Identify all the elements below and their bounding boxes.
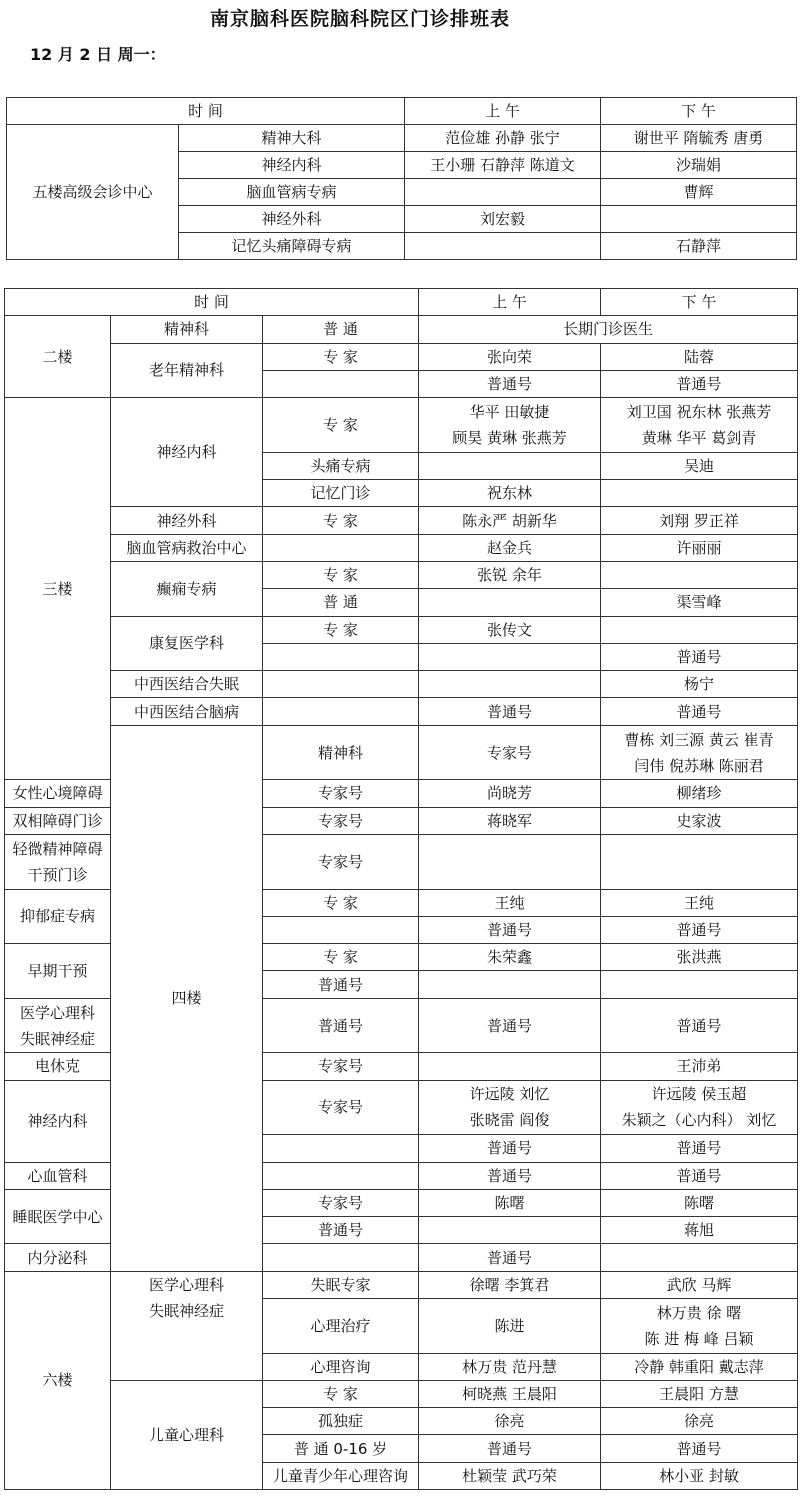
type-cell: 专家号: [263, 834, 419, 889]
pm-cell: 王晨阳 方慧: [601, 1380, 798, 1407]
dept-line: 轻微精神障碍: [12, 839, 103, 858]
pm-line: 林万贵 徐 曙: [656, 1303, 742, 1322]
pm-cell: 普通号: [601, 643, 798, 670]
pm-cell: 林小亚 封敏: [601, 1462, 798, 1489]
pm-cell: 张洪燕: [601, 944, 798, 971]
dept-cell: [5, 834, 111, 889]
am-cell: [419, 1217, 601, 1244]
pm-line: 许远陵 侯玉超: [651, 1085, 747, 1104]
type-cell: 专 家: [263, 889, 419, 916]
schedule-table: [4, 288, 798, 1490]
type-cell: 头痛专病: [263, 452, 419, 479]
am-cell: 杜颖莹 武巧荣: [419, 1462, 601, 1489]
type-cell: 专 家: [263, 561, 419, 588]
type-cell: 普 通 0-16 岁: [263, 1435, 419, 1462]
am-cell: 祝东林: [419, 480, 601, 507]
am-cell: 林万贵 范丹慧: [419, 1353, 601, 1380]
am-cell: 张向荣: [419, 343, 601, 370]
floor-cell: 六楼: [5, 1271, 111, 1489]
am-cell: [419, 834, 601, 889]
pm-cell: 普通号: [601, 998, 798, 1053]
type-cell: [263, 1244, 419, 1271]
am-line: 许远陵 刘忆: [469, 1085, 550, 1104]
pm-cell: 曹辉: [601, 179, 797, 206]
pm-cell: [601, 1244, 798, 1271]
pm-cell: [601, 561, 798, 588]
dept-cell: 中西医结合脑病: [111, 698, 263, 725]
am-cell: [419, 1080, 601, 1135]
pm-cell: [601, 971, 798, 998]
pm-cell: 吴迪: [601, 452, 798, 479]
schedule-date: 12 月 2 日 周一：: [30, 45, 166, 64]
pm-cell: [601, 1298, 798, 1353]
pm-cell: 普通号: [601, 370, 798, 397]
pm-cell: 普通号: [601, 1162, 798, 1189]
type-cell: 专 家: [263, 616, 419, 643]
type-cell: 专家号: [263, 807, 419, 834]
dept-cell: 抑郁症专病: [5, 889, 111, 944]
am-cell: 陈曙: [419, 1189, 601, 1216]
am-cell: 王小珊 石静萍 陈道文: [405, 152, 601, 179]
am-cell: [419, 589, 601, 616]
dept-cell: 早期干预: [5, 944, 111, 999]
am-cell: 王纯: [419, 889, 601, 916]
pm-cell: 陆蓉: [601, 343, 798, 370]
am-cell: [405, 179, 601, 206]
am-cell: 范俭雄 孙静 张宁: [405, 125, 601, 152]
pm-cell: 渠雪峰: [601, 589, 798, 616]
dept-cell: 神经外科: [179, 206, 405, 233]
type-cell: 专 家: [263, 343, 419, 370]
dept-cell: 精神科: [263, 725, 419, 780]
dept-cell: 康复医学科: [111, 616, 263, 671]
type-cell: 专家号: [263, 1053, 419, 1080]
pm-cell: 徐亮: [601, 1408, 798, 1435]
dept-line: 失眠神经症: [148, 1301, 224, 1320]
am-cell: 蒋晓军: [419, 807, 601, 834]
dept-cell: 脑血管病专病: [179, 179, 405, 206]
pm-cell: 刘翔 罗正祥: [601, 507, 798, 534]
type-cell: 记忆门诊: [263, 480, 419, 507]
type-cell: 儿童青少年心理咨询: [263, 1462, 419, 1489]
dept-cell: 女性心境障碍: [5, 780, 111, 807]
pm-cell: [601, 398, 798, 453]
pm-cell: [601, 1080, 798, 1135]
type-cell: 普通号: [263, 1217, 419, 1244]
am-cell: 普通号: [419, 698, 601, 725]
dept-cell: 电休克: [5, 1053, 111, 1080]
am-cell: 张锐 余年: [419, 561, 601, 588]
dept-cell: 神经内科: [179, 152, 405, 179]
type-cell: [263, 1135, 419, 1162]
pm-cell: 杨宁: [601, 671, 798, 698]
dept-cell: 精神科: [111, 316, 263, 343]
pm-cell: 许丽丽: [601, 534, 798, 561]
type-cell: 普通号: [263, 971, 419, 998]
dept-cell: [111, 1271, 263, 1380]
am-cell: 陈永严 胡新华: [419, 507, 601, 534]
type-cell: [263, 698, 419, 725]
am-cell: 刘宏毅: [405, 206, 601, 233]
dept-cell: 神经内科: [111, 398, 263, 507]
dept-line: 失眠神经症: [19, 1029, 95, 1048]
dept-cell: 睡眠医学中心: [5, 1189, 111, 1244]
am-line: 闫伟 倪苏琳 陈丽君: [634, 756, 764, 775]
type-cell: 专家号: [263, 780, 419, 807]
pm-cell: 冷静 韩重阳 戴志萍: [601, 1353, 798, 1380]
type-cell: [263, 916, 419, 943]
type-cell: 专家号: [263, 1080, 419, 1135]
header-pm: 下 午: [601, 98, 797, 125]
dept-cell: 双相障碍门诊: [5, 807, 111, 834]
am-cell: [405, 233, 601, 260]
pm-cell: 王纯: [601, 889, 798, 916]
pm-cell: [601, 616, 798, 643]
header-pm: 下 午: [601, 289, 798, 316]
pm-cell: 普通号: [601, 1435, 798, 1462]
header-time: 时 间: [5, 289, 419, 316]
am-cell: [419, 971, 601, 998]
consultation-table: [6, 97, 797, 260]
am-cell: 陈进: [419, 1298, 601, 1353]
type-cell: [263, 1162, 419, 1189]
type-cell: 专 家: [263, 398, 419, 453]
pm-cell: 王沛弟: [601, 1053, 798, 1080]
dept-line: 医学心理科: [19, 1003, 95, 1022]
dept-line: 医学心理科: [148, 1275, 224, 1294]
am-cell: 徐亮: [419, 1408, 601, 1435]
pm-line: 刘卫国 祝东林 张燕芳: [626, 402, 772, 421]
pm-line: 朱颖之（心内科） 刘忆: [621, 1111, 777, 1130]
am-line: 曹栋 刘三源 黄云 崔青: [624, 730, 774, 749]
type-cell: 专 家: [263, 507, 419, 534]
header-am: 上 午: [419, 289, 601, 316]
type-cell: 普 通: [263, 316, 419, 343]
am-cell: 普通号: [419, 1162, 601, 1189]
pm-cell: 沙瑞娟: [601, 152, 797, 179]
dept-cell: 记忆头痛障碍专病: [179, 233, 405, 260]
dept-cell: 精神大科: [179, 125, 405, 152]
am-cell: [419, 643, 601, 670]
pm-cell: [601, 834, 798, 889]
type-cell: [263, 671, 419, 698]
type-cell: [263, 534, 419, 561]
dept-cell: 老年精神科: [111, 343, 263, 398]
dept-cell: 脑血管病救治中心: [111, 534, 263, 561]
type-cell: 专家号: [419, 725, 601, 780]
dept-line: 干预门诊: [27, 865, 88, 884]
am-line: 华平 田敏捷: [469, 402, 550, 421]
pm-cell: 石静萍: [601, 233, 797, 260]
pm-cell: [601, 206, 797, 233]
dept-cell: 内分泌科: [5, 1244, 111, 1271]
header-time: 时 间: [7, 98, 405, 125]
ampm-cell: 长期门诊医生: [419, 316, 798, 343]
am-cell: 柯晓燕 王晨阳: [419, 1380, 601, 1407]
pm-cell: [601, 480, 798, 507]
group-cell: 五楼高级会诊中心: [7, 125, 179, 260]
pm-cell: 普通号: [601, 698, 798, 725]
am-cell: 普通号: [419, 916, 601, 943]
pm-cell: 武欣 马辉: [601, 1271, 798, 1298]
type-cell: 心理咨询: [263, 1353, 419, 1380]
type-cell: 孤独症: [263, 1408, 419, 1435]
am-cell: 普通号: [419, 998, 601, 1053]
am-cell: [419, 452, 601, 479]
am-cell: [419, 398, 601, 453]
floor-cell: 四楼: [111, 725, 263, 1271]
floor-cell: 二楼: [5, 316, 111, 398]
type-cell: [263, 643, 419, 670]
am-cell: [419, 671, 601, 698]
dept-cell: 儿童心理科: [111, 1380, 263, 1489]
type-cell: 普 通: [263, 589, 419, 616]
dept-cell: 神经内科: [5, 1080, 111, 1162]
pm-cell: 普通号: [601, 1135, 798, 1162]
pm-cell: 柳绪珍: [601, 780, 798, 807]
pm-cell: 蒋旭: [601, 1217, 798, 1244]
am-cell: 朱荣鑫: [419, 944, 601, 971]
dept-cell: 神经外科: [111, 507, 263, 534]
pm-cell: 陈曙: [601, 1189, 798, 1216]
am-cell: 普通号: [419, 1435, 601, 1462]
am-cell: 徐曙 李箕君: [419, 1271, 601, 1298]
am-cell: [419, 1053, 601, 1080]
type-cell: 心理治疗: [263, 1298, 419, 1353]
type-cell: [263, 370, 419, 397]
am-cell: 普通号: [419, 370, 601, 397]
am-line: 顾昊 黄琳 张燕芳: [452, 428, 567, 447]
page-title: 南京脑科医院脑科院区门诊排班表: [209, 8, 510, 30]
dept-cell: 中西医结合失眠: [111, 671, 263, 698]
am-cell: 普通号: [419, 1135, 601, 1162]
dept-cell: 心血管科: [5, 1162, 111, 1189]
am-cell: 普通号: [419, 1244, 601, 1271]
pm-cell: 谢世平 隋毓秀 唐勇: [601, 125, 797, 152]
am-cell: 尚晓芳: [419, 780, 601, 807]
pm-line: 陈 进 梅 峰 吕颖: [644, 1329, 754, 1348]
pm-cell: 史家波: [601, 807, 798, 834]
am-cell: [601, 725, 798, 780]
am-cell: 赵金兵: [419, 534, 601, 561]
type-cell: 专家号: [263, 1189, 419, 1216]
pm-line: 黄琳 华平 葛剑青: [641, 428, 757, 447]
header-am: 上 午: [405, 98, 601, 125]
type-cell: 失眠专家: [263, 1271, 419, 1298]
am-line: 张晓雷 阎俊: [469, 1111, 550, 1130]
type-cell: 专 家: [263, 1380, 419, 1407]
floor-cell: 三楼: [5, 398, 111, 780]
dept-cell: 癫痫专病: [111, 561, 263, 616]
type-cell: 专 家: [263, 944, 419, 971]
am-cell: 张传文: [419, 616, 601, 643]
dept-cell: [5, 998, 111, 1053]
type-cell: 普通号: [263, 998, 419, 1053]
pm-cell: 普通号: [601, 916, 798, 943]
